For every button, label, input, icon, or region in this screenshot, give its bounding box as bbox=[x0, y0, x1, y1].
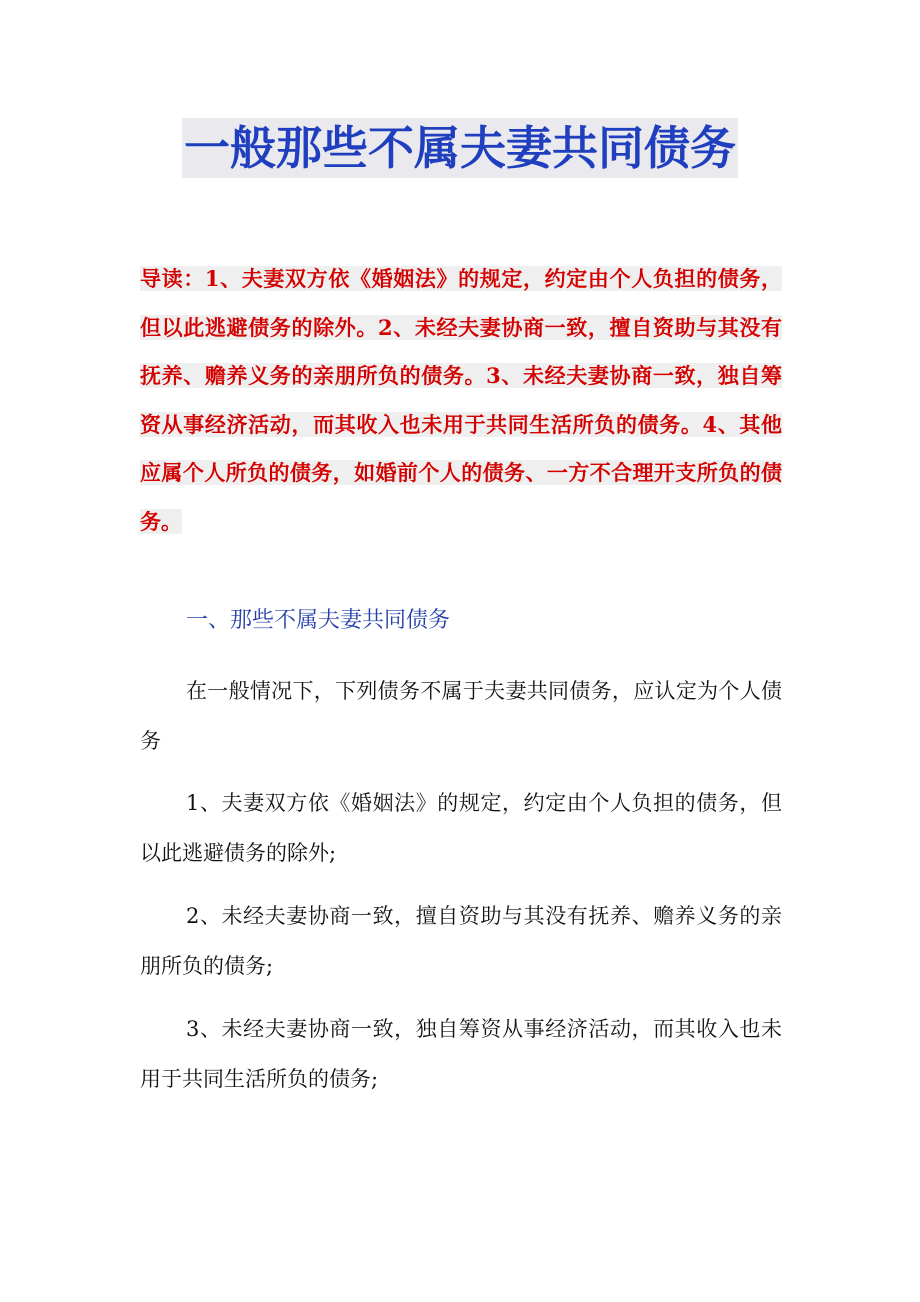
page-title: 一般那些不属夫妻共同债务 bbox=[182, 118, 738, 178]
section-heading: 一、那些不属夫妻共同债务 bbox=[186, 608, 451, 633]
title-container bbox=[0, 118, 920, 178]
body-paragraph-item-3: 3、未经夫妻协商一致，独自筹资从事经济活动，而其收入也未用于共同生活所负的债务; bbox=[140, 1017, 782, 1091]
intro-text: 导读：1、夫妻双方依《婚姻法》的规定，约定由个人负担的债务，但以此逃避债务的除外。2、未经夫妻协商一致，擅自资助与其没有抚养、赡养义务的亲朋所负的债务。3、未经夫妻协商一致，独自筹资从事经济活动，而其收入也未用于共同生活所负的债务。4、其他应属个人所负的债务，如婚前个人的债务、一方不合理开支所负的债务。 bbox=[140, 266, 782, 534]
body-paragraph-item-2: 2、未经夫妻协商一致，擅自资助与其没有抚养、赡养义务的亲朋所负的债务; bbox=[140, 904, 782, 978]
body-paragraph-intro: 在一般情况下，下列债务不属于夫妻共同债务，应认定为个人债务 bbox=[140, 679, 782, 753]
body-paragraph-item-1: 1、夫妻双方依《婚姻法》的规定，约定由个人负担的债务，但以此逃避债务的除外; bbox=[140, 791, 782, 865]
intro-summary bbox=[140, 255, 782, 546]
